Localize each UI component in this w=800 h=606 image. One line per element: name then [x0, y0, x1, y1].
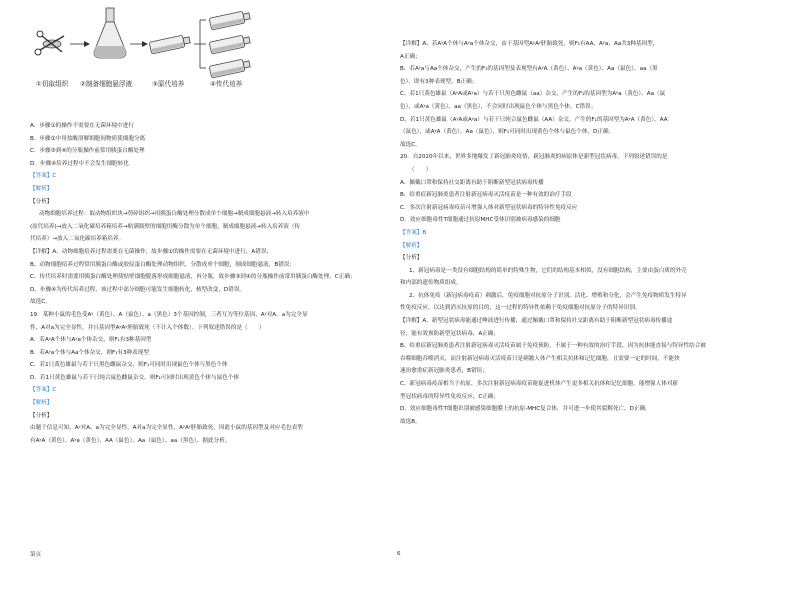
culture-bottle-icon [209, 58, 251, 78]
option-d: D．效应细胞毒性T细胞通过抗原MHC受体识别被病毒感染的细胞 [400, 217, 561, 224]
paragraph: 吞噬细胞吞噬消灭，而注射新冠病毒灭活疫苗只是刺激人体产生相关抗体和记忆细胞，且需要一定的时间，不能快 [400, 355, 680, 362]
paragraph: 性免疫反应，以达到消灭抗原的目的，这一过程的特异性依赖于免疫细胞对抗原分子的特异识别。 [400, 305, 641, 312]
paragraph: 【详解】A、动物细胞培养过程需要在无菌操作，故步骤①的操作需要在无菌环境中进行，A错误； [30, 248, 273, 255]
paragraph: 【详解】A、若AʸA个体与Aʸa个体杂交，由于基因型AʸAʸ胚胎致死，则F₁有AA、Aʸa、Aa共3种基因型， [400, 41, 659, 47]
paragraph: D、步骤④为传代培养过程，该过程中部分细胞可能发生细胞转化，核型改变，D错误。 [30, 286, 246, 293]
paragraph: 有AʸA（黄色）、Aʸa（黄色）、AA（鼠色）、Aa（鼠色）、aa（黑色），据此分析。 [30, 437, 231, 444]
right-column [400, 0, 780, 606]
question-20-stem: （ ） [409, 166, 432, 173]
option-b: B．若Aʸa个体与Aa个体杂交，则F₁有3种表现型 [30, 349, 149, 356]
paragraph: D、若1只黄色雄鼠（AʸA或Aʸa）与若干只纯合鼠色雌鼠（AA）杂交，产生的F₁的基因型为AʸA（黄色）、AA [400, 116, 668, 123]
section-heading: 【分析】 [30, 198, 53, 205]
conclusion: 故选C。 [30, 299, 51, 306]
answer-tag: 【答案】B [400, 229, 427, 236]
paragraph: 色），即有3种表现型，B正确； [400, 78, 478, 85]
question-20-stem: 20．自2020年以来，世界多地爆发了新冠肺炎疫情，新冠肺炎的病原体是新型冠状病毒。下列叙述错误的是 [400, 154, 668, 161]
culture-bottle-icon [149, 34, 191, 54]
paragraph: (原代培养)→放入二氧化碳培养箱培养→贴满瓶壁的细胞用酶分散为单个细胞，制成细胞悬液→转入培养液（传 [30, 223, 301, 230]
question-19-stem: 性，A对a为完全显性，并且基因型AʸAʸ胚胎致死（不计入个体数）。下列叙述错误的是（ ） [30, 324, 265, 331]
option-d: D．若1只黄色雄鼠与若干只纯合鼠色雌鼠杂交，则F₁可同时出现黄色个体与鼠色个体 [30, 374, 240, 381]
cell-culture-process-illustration [30, 0, 260, 80]
paragraph: 代培养）→放入二氧化碳培养箱培养。 [30, 236, 125, 243]
paragraph: B、动物细胞培养过程常用胰蛋白酶或胶原蛋白酶处理动物组织，分散成单个细胞，制成细胞悬液，B错误； [30, 261, 295, 268]
option-b: B．给重症新冠肺炎患者注射新冠病毒灭活疫苗是一种有效的治疗手段 [400, 192, 572, 199]
page-footer: 第页 [30, 552, 42, 558]
step-label: ①切取组织 [36, 80, 69, 88]
question-19-stem: 19．某种小鼠的毛色受Aʸ（黄色）、A（鼠色）、a（黑色）3个基因控制，三者互为等位基因，Aʸ对A、a为完全显 [30, 311, 308, 318]
paragraph: A正确； [400, 53, 421, 60]
paragraph: （鼠色），或AʸA（黄色）、Aa（鼠色），则F₁可同时出现黄色个体与鼠色个体，D正确。 [400, 129, 615, 136]
paragraph: 色），或Aʸa（黄色）、aa（黑色），不会同时出现鼠色个体与黑色个体，C错误； [400, 103, 597, 110]
scissors-icon [35, 31, 64, 55]
step-label: ④传代培养 [210, 80, 243, 88]
left-column [30, 0, 410, 566]
option-a: A．若AʸA个体与Aʸa个体杂交，则F₁有3种基因型 [30, 337, 152, 344]
conclusion: 故选B。 [400, 418, 421, 425]
paragraph: C、新冠病毒疫苗相当于抗原，多次注射新冠病毒疫苗能促进机体产生更多相关抗体和记忆细胞，能增强人体对新 [400, 381, 679, 388]
cell-culture-diagram [30, 0, 410, 96]
paragraph: 动物细胞培养过程：取动物组织块→剪碎组织→用胰蛋白酶处理分散成单个细胞→制成细胞悬液→转入培养液中 [39, 211, 310, 218]
option-a: A．步骤①的操作不需要在无菌环境中进行 [30, 123, 134, 129]
option-c: C．步骤③到④的分瓶操作前常用胰蛋白酶处理 [30, 148, 145, 155]
culture-bottle-icon [209, 34, 251, 54]
step-label: ②制备细胞悬浮液 [80, 80, 133, 88]
paragraph: 由题干信息可知，Aʸ对A、a为完全显性，A对a为完全显性，AʸAʸ胚胎致死，因此小鼠的基因型及对应毛色表型 [30, 425, 303, 432]
paragraph: 【详解】A、新型冠状病毒能通过唾液进行传播，通过佩戴口罩和保持社交距离有助于阻断新型冠状病毒传播途 [400, 318, 673, 325]
paragraph: C、传代培养时需要用胰蛋白酶处理使贴壁细胞脱落形成细胞悬液，再分瓶，故步骤③到④的分瓶操作前常用胰蛋白酶处理，C正确； [30, 274, 356, 281]
section-heading: 【分析】 [400, 255, 423, 262]
answer-tag: 【答案】C [30, 173, 57, 180]
analysis-tag: 【解析】 [400, 242, 423, 249]
option-a: A．佩戴口罩和保持社交距离有助于阻断新型冠状病毒传播 [400, 179, 544, 186]
conclusion: 故选C。 [400, 141, 421, 148]
paragraph: 径，能有效预防新型冠状病毒，A正确； [400, 330, 499, 337]
section-heading: 【分析】 [30, 412, 53, 419]
paragraph: C、若1只黄色雄鼠（AʸA或Aʸa）与若干只黑色雌鼠（aa）杂交，产生的F₁的基因型为Aʸa（黄色）、Aa（鼠 [400, 91, 666, 98]
page-number: 6 [397, 551, 401, 557]
option-c: C．多次注射新冠病毒疫苗可增强人体对新型冠状病毒的特异性免疫反应 [400, 204, 578, 211]
analysis-tag: 【解析】 [30, 400, 53, 407]
paragraph: B、若Aʸa与Aa个体杂交，产生的F₁的基因型及表现型有AʸA（黄色）、Aʸa（黄色）、Aa（鼠色）、aa（黑 [400, 66, 658, 73]
culture-bottle-icon [209, 10, 251, 30]
paragraph: 和内部的遗传物质组成。 [400, 280, 462, 287]
answer-tag: 【答案】C [30, 387, 57, 394]
analysis-tag: 【解析】 [30, 185, 53, 192]
paragraph: 型冠状病毒的特异性免疫反应，C正确； [400, 393, 500, 400]
option-b: B．步骤②中用盐酸溶解细胞间物质使细胞分离 [30, 135, 146, 142]
flask-icon [94, 8, 126, 58]
paragraph: 2、抗体免疫（新冠病毒疫苗）刺激后，免疫细胞对抗原分子识别、活化、增殖和分化，会产生免疫物质发生特异 [409, 292, 687, 299]
option-c: C．若1只黄色雄鼠与若干只黑色雌鼠杂交，则F₁可同时出现鼠色个体与黑色个体 [30, 362, 228, 369]
paragraph: D、效应细胞毒性T细胞识别被感染细胞膜上的抗原-MHC复合体，并可进一步使其裂解死亡，D正确。 [400, 406, 651, 413]
option-d: D．步骤④培养过程中不会发生细胞转化 [30, 160, 129, 167]
step-label: ③原代培养 [152, 80, 185, 88]
paragraph: B、给重症新冠肺炎患者注射新冠病毒灭活疫苗属于免疫预防，不属于一种有效的治疗手段，因为抗体能直接与特异性结合被 [400, 343, 706, 350]
paragraph: 1、新冠病毒是一类没有细胞结构的简单的特殊生物，它们的结构基本相似，没有细胞结构，主要由蛋白质的外壳 [409, 267, 687, 274]
paragraph: 速治愈重症新冠肺炎患者，B错误； [400, 368, 488, 375]
